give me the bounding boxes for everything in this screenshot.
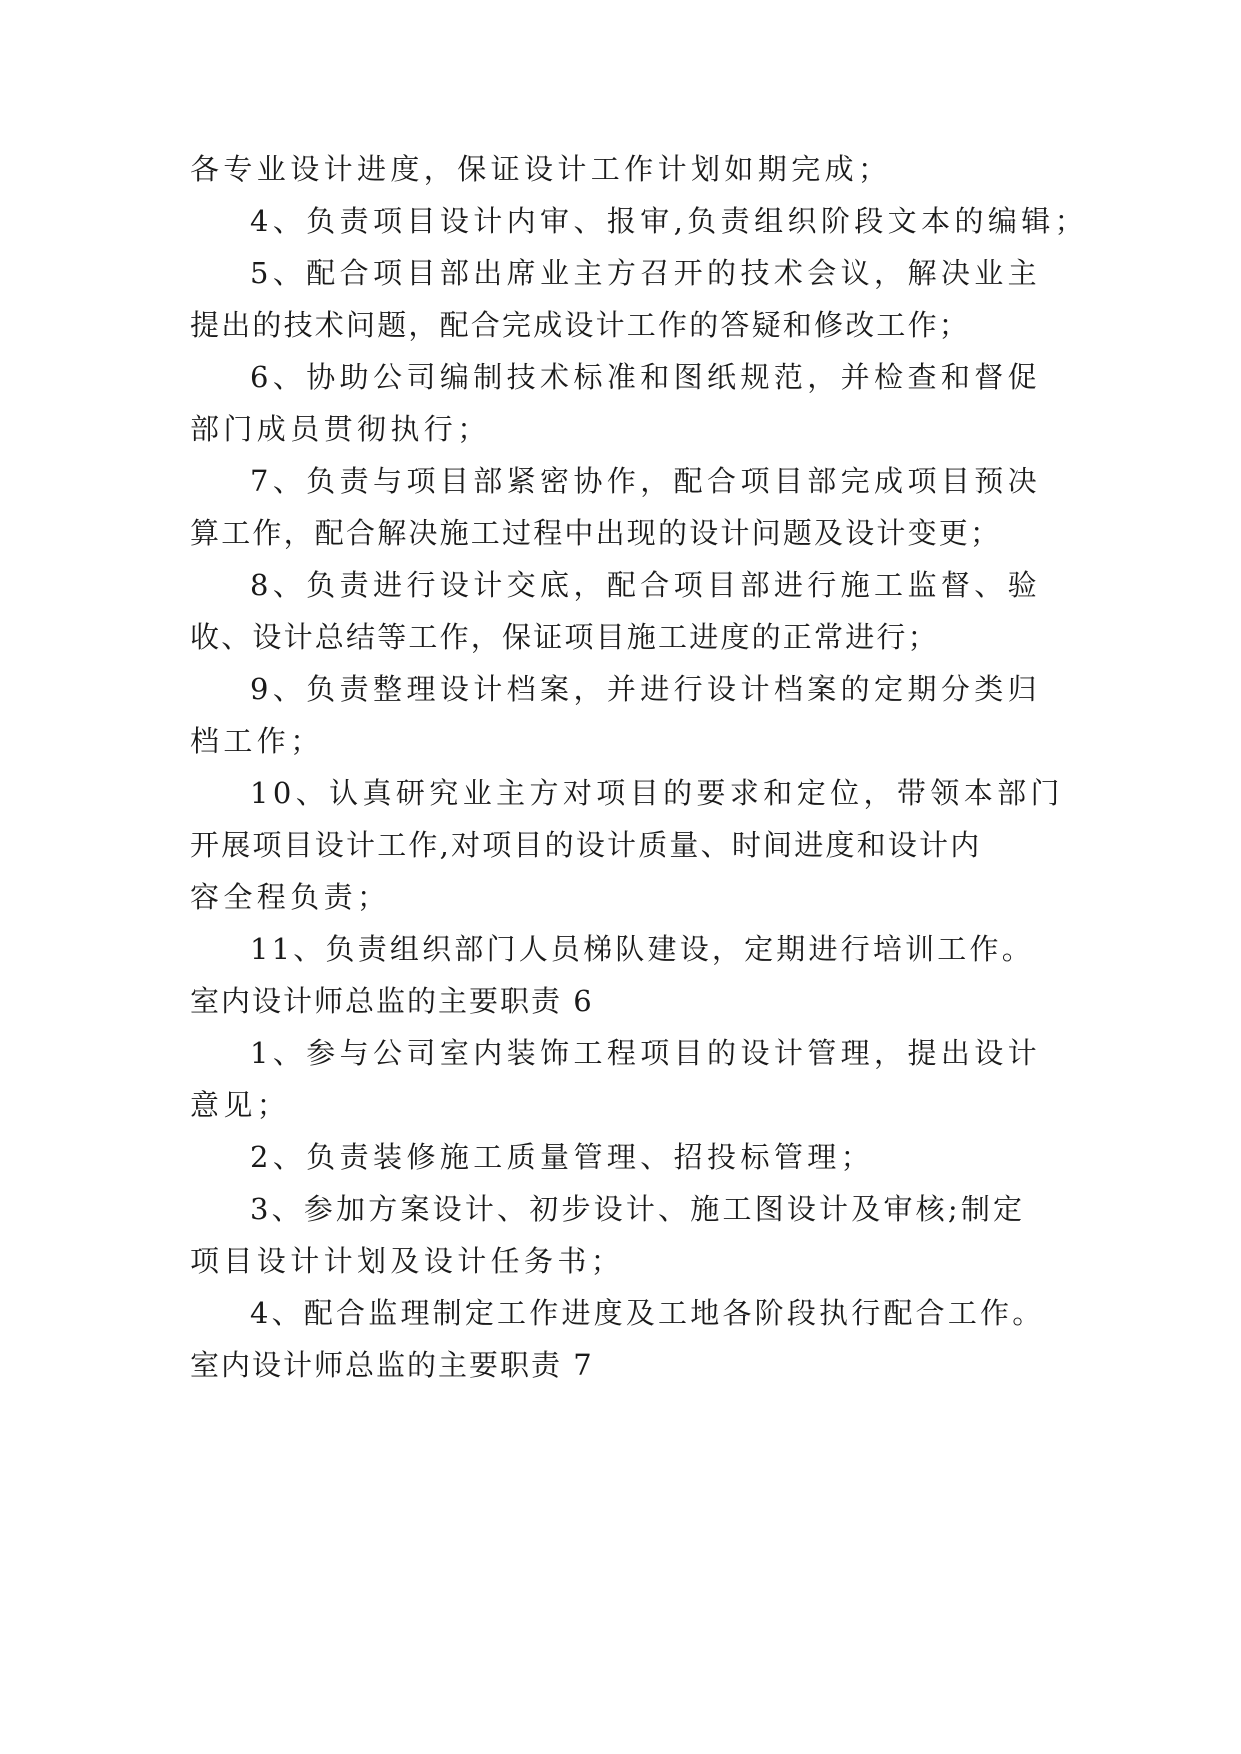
text-line: 4、负责项目设计内审、报审,负责组织阶段文本的编辑； [250,204,1089,238]
text-line: 4、配合监理制定工作进度及工地各阶段执行配合工作。 [250,1296,1045,1330]
text-line: 1、参与公司室内装饰工程项目的设计管理，提出设计 [250,1036,1042,1070]
section-heading: 室内设计师总监的主要职责 7 [190,1348,594,1382]
text-line: 意见； [190,1088,291,1122]
text-line: 10、认真研究业主方对项目的要求和定位，带领本部门 [250,776,1064,810]
text-line: 算工作，配合解决施工过程中出现的设计问题及设计变更； [190,516,1002,550]
text-line: 部门成员贯彻执行； [190,412,491,446]
text-line: 5、配合项目部出席业主方召开的技术会议，解决业主 [250,256,1042,290]
text-line: 档工作； [190,724,324,758]
text-line: 7、负责与项目部紧密协作，配合项目部完成项目预决 [250,464,1042,498]
text-line: 8、负责进行设计交底，配合项目部进行施工监督、验 [250,568,1042,602]
text-line: 项目设计计划及设计任务书； [190,1244,625,1278]
text-line: 9、负责整理设计档案，并进行设计档案的定期分类归 [250,672,1042,706]
text-line: 各专业设计进度，保证设计工作计划如期完成； [190,152,892,186]
text-line: 11、负责组织部门人员梯队建设，定期进行培训工作。 [250,932,1034,966]
text-line: 收、设计总结等工作，保证项目施工进度的正常进行； [190,620,939,654]
text-line: 2、负责装修施工质量管理、招投标管理； [250,1140,875,1174]
text-line: 容全程负责； [190,880,391,914]
text-line: 提出的技术问题，配合完成设计工作的答疑和修改工作； [190,308,971,342]
text-line: 3、参加方案设计、初步设计、施工图设计及审核;制定 [250,1192,1026,1226]
section-heading: 室内设计师总监的主要职责 6 [190,984,594,1018]
text-line: 开展项目设计工作,对项目的设计质量、时间进度和设计内 [190,828,982,862]
text-line: 6、协助公司编制技术标准和图纸规范，并检查和督促 [250,360,1042,394]
